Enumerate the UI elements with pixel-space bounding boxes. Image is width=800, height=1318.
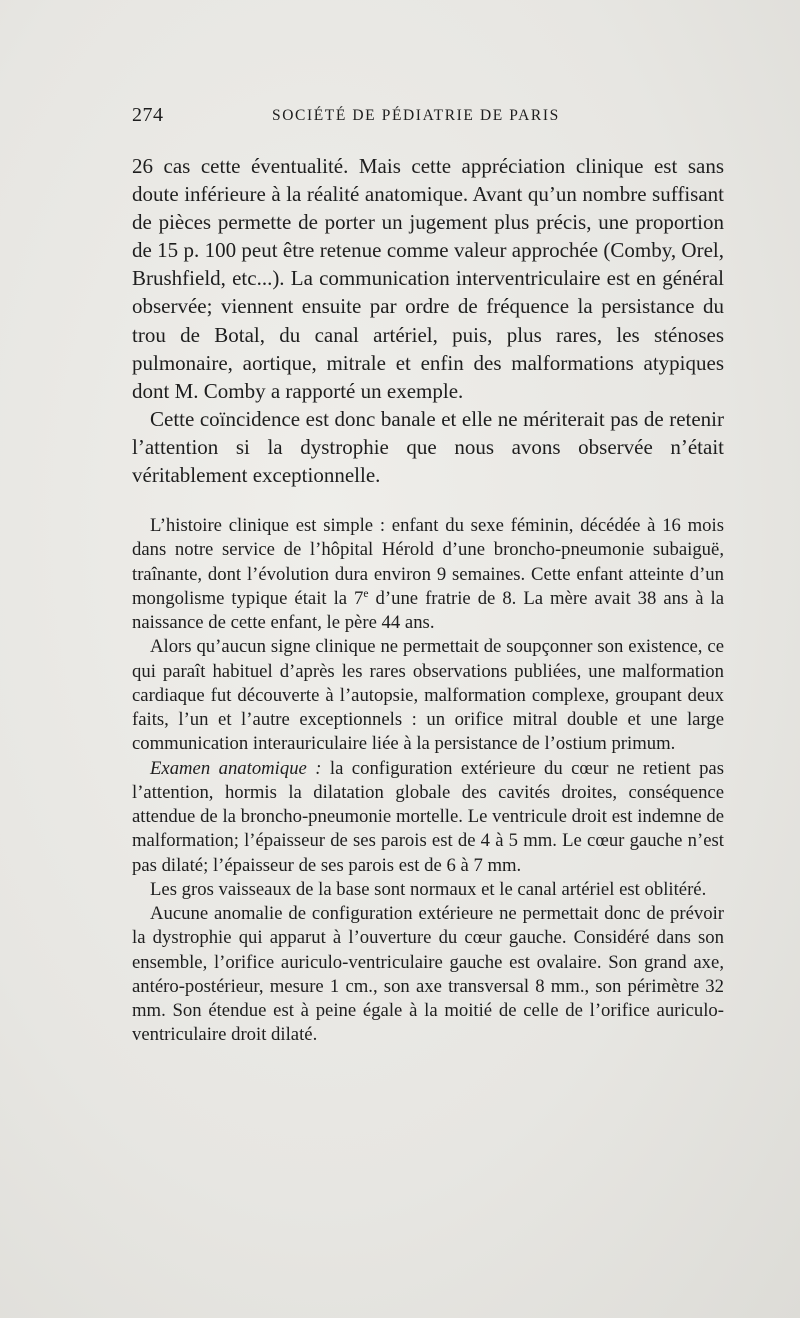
text-block-small bbox=[132, 514, 724, 1048]
page-number: 274 bbox=[132, 104, 164, 126]
page-header bbox=[132, 104, 724, 134]
paragraph-coincidence: Cette coïncidence est donc banale et elle ne mériterait pas de retenir l’attention si la dystrophie que nous avons observée n’était véritablement exceptionnelle. bbox=[132, 406, 724, 488]
paragraph-left-orifice: Aucune anomalie de configuration extérieure ne permettait donc de prévoir la dystrophie qui apparut à l’ouverture du cœur gauche. Considéré dans son ensemble, l’orifice auriculo-ventriculaire gauche est ovalaire. Son grand axe, antéro-postérieur, mesure 1 cm., son axe transversal 8 mm., son périmètre 32 mm. Son étendue est à peine égale à la moitié de celle de l’orifice auriculo-ventriculaire droit dilaté. bbox=[132, 903, 724, 1046]
paragraph-great-vessels: Les gros vaisseaux de la base sont normaux et le canal artériel est oblitéré. bbox=[150, 878, 707, 900]
anatomical-exam-text: la configuration extérieure du cœur ne retient pas l’attention, hormis la dilatation globale des cavités droites, conséquence attendue de la broncho-pneumonie mortelle. Le ventricule droit est indemne de malformation; l’épaisseur de ses parois est de 4 à 5 mm. Le cœur gauche n’est pas dilaté; l’épaisseur de ses parois est de 6 à 7 mm. bbox=[132, 757, 724, 876]
ordinal-superscript: e bbox=[363, 586, 369, 600]
paragraph-clinical-history bbox=[132, 514, 724, 635]
clinical-history-text-1: L’histoire clinique est simple : enfant du sexe féminin, décédée à 16 mois dans notre service de l’hôpital Hérold d’une broncho-pneumonie subaiguë, traînante, dont l’évolution dura environ 9 semaines. Cette enfant atteinte d’un mongolisme typique était la 7 bbox=[132, 515, 724, 609]
paragraph-anatomical-exam bbox=[132, 757, 724, 878]
running-title: SOCIÉTÉ DE PÉDIATRIE DE PARIS bbox=[272, 107, 560, 124]
clinical-history-text-2: d’une fratrie de 8. La mère avait 38 ans à la naissance de cette enfant, le père 44 ans. bbox=[132, 587, 724, 633]
anatomical-exam-heading: Examen anatomique : bbox=[150, 757, 322, 779]
paragraph-autopsy-finding: Alors qu’aucun signe clinique ne permettait de soupçonner son existence, ce qui paraît habituel d’après les rares observations publiées, une malformation cardiaque fut découverte à l’autopsie, malformation complexe, groupant deux faits, l’un et l’autre exceptionnels : un orifice mitral double et une large communication interauriculaire liée à la persistance de l’ostium primum. bbox=[132, 636, 724, 755]
paragraph-continued: 26 cas cette éventualité. Mais cette appréciation clinique est sans doute inférieure à la réalité anatomique. Avant qu’un nombre suffisant de pièces permette de porter un jugement plus précis, une proportion de 15 p. 100 peut être retenue comme valeur approchée (Comby, Orel, Brushfield, etc...). La communication interventriculaire est en général observée; viennent ensuite par ordre de fréquence la persistance du trou de Botal, du canal artériel, puis, plus rares, les sténoses pulmonaire, aortique, mitrale et enfin des malformations atypiques dont M. Comby a rapporté un exemple. bbox=[132, 154, 724, 403]
text-block-large bbox=[132, 152, 724, 489]
